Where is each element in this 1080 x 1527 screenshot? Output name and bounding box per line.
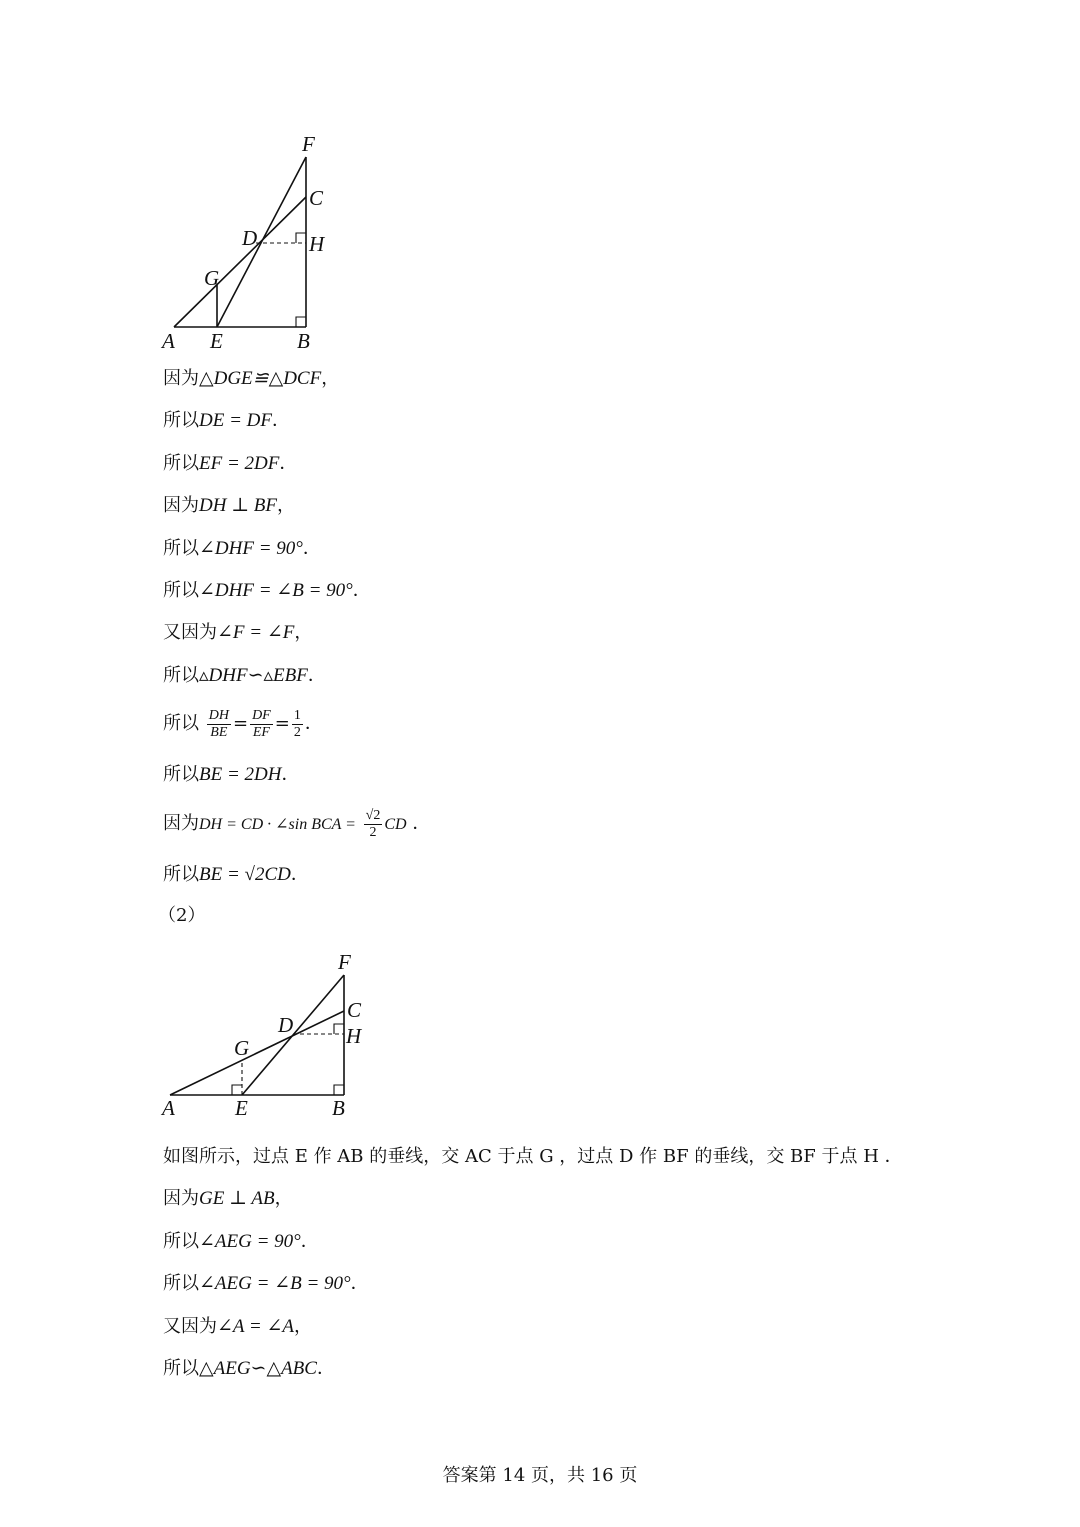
right-angle-h [296, 233, 306, 243]
label-c: C [347, 998, 362, 1022]
proof-line: 因为GE ⊥ AB， [163, 1188, 293, 1209]
label-c: C [309, 186, 324, 210]
proof-line: 又因为∠A = ∠A， [163, 1316, 313, 1337]
figure-2 [150, 945, 380, 1120]
label-d: D [278, 1013, 294, 1037]
fraction-sqrt2-2: $\frac{√2}{2}$ [365, 807, 381, 840]
proof-line: 因为DH ⊥ BF， [163, 495, 296, 516]
label-b: B [332, 1096, 345, 1120]
right-angle-b [334, 1085, 344, 1095]
proof-line: 所以∠AEG = ∠B = 90°． [163, 1273, 369, 1294]
page-footer: 答案第 14 页，共 16 页 [442, 1465, 638, 1486]
figure-2-svg [150, 945, 380, 1120]
right-angle-e [232, 1085, 242, 1095]
sin-line: 因为DH = CD · ∠sin BCA = $\frac{√2}{2}$ CD ． [163, 807, 431, 840]
proof-line: 所以∠AEG = 90°． [163, 1231, 319, 1252]
part-2-label: （2） [158, 905, 206, 926]
figure-1-svg [150, 125, 350, 360]
label-b: B [297, 329, 310, 353]
label-e: E [210, 329, 223, 353]
label-g: G [234, 1036, 250, 1060]
fraction-one-half: $\frac{1}{2}$ [293, 707, 301, 740]
label-f: F [302, 132, 315, 156]
proof-line: 所以△AEG∽△ABC． [163, 1358, 335, 1379]
ratio-line: 所以 $\frac{DH}{BE}$ = $\frac{DF}{EF}$ = $\frac{1}{2}$ ． [163, 707, 323, 740]
proof-line: 所以∠DHF = ∠B = 90°． [163, 580, 371, 601]
label-d: D [242, 226, 258, 250]
segment-ac [174, 197, 306, 327]
proof-line: 所以∠DHF = 90°． [163, 538, 321, 559]
proof-line: 所以▵DHF∽▵EBF． [163, 665, 326, 686]
proof-line: 所以BE = 2DH． [163, 764, 300, 785]
label-h: H [346, 1024, 362, 1048]
segment-ef [217, 157, 306, 327]
proof-line: 所以DE = DF． [163, 410, 290, 431]
fraction-dh-be: $\frac{DH}{BE}$ [208, 707, 229, 740]
label-a: A [162, 1096, 175, 1120]
proof-line: 所以EF = 2DF． [163, 453, 298, 474]
label-a: A [162, 329, 175, 353]
proof-line: 所以BE = √2CD． [163, 864, 309, 885]
proof-line: 因为△DGE≌△DCF， [163, 368, 340, 389]
right-angle-b [296, 317, 306, 327]
segment-ac [170, 1011, 344, 1095]
label-e: E [235, 1096, 248, 1120]
right-angle-h [334, 1024, 344, 1034]
figure-1 [150, 125, 350, 360]
label-g: G [204, 266, 220, 290]
proof-line: 又因为∠F = ∠F， [163, 622, 313, 643]
fraction-df-ef: $\frac{DF}{EF}$ [252, 707, 271, 740]
label-f: F [338, 950, 351, 974]
label-h: H [309, 232, 325, 256]
part-2-intro: 如图所示，过点 E 作 AB 的垂线，交 AC 于点 G ，过点 D 作 BF 的垂线，交 BF 于点 H ． [163, 1146, 903, 1167]
